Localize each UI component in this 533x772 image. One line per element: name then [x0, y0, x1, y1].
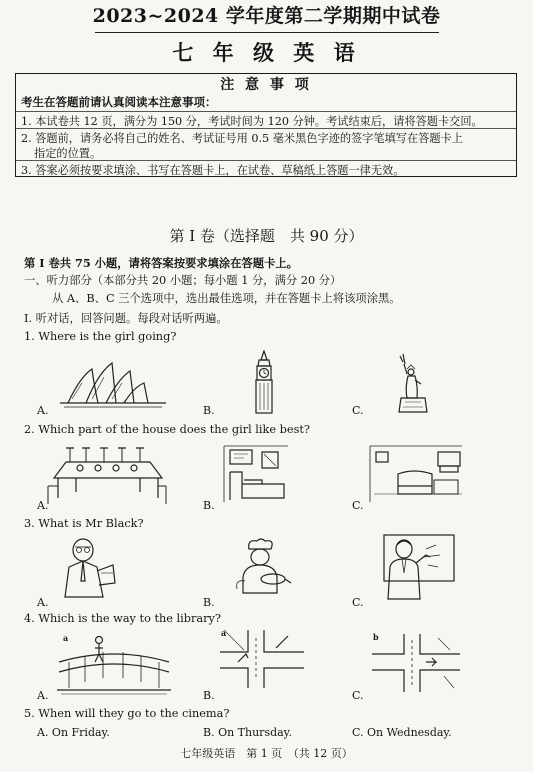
notice-item-1: 1. 本试卷共 12 页，满分为 150 分，考试时间为 120 分钟。考试结束后，请将答题卡交回。	[16, 111, 516, 128]
statue-of-liberty-icon	[393, 352, 435, 414]
question-3: 3. What is Mr Black?	[24, 517, 144, 530]
teacher-icon	[380, 533, 456, 601]
businessman-icon	[57, 537, 119, 601]
dining-room-icon	[46, 444, 168, 506]
page-footer: 七年级英语 第 1 页 （共 12 页）	[180, 747, 353, 760]
listening-part-heading: 一、听力部分（本部分共 20 小题；每小题 1 分，满分 20 分）	[24, 274, 342, 287]
opera-house-icon	[58, 355, 168, 410]
q3-option-c[interactable]: C.	[352, 596, 364, 609]
notice-intro: 考生在答题前请认真阅读本注意事项：	[21, 95, 217, 109]
map-letter: a	[63, 633, 69, 643]
map-letter: a	[221, 628, 227, 638]
living-room-icon	[368, 444, 464, 504]
q1-option-b[interactable]: B.	[203, 404, 215, 417]
map-letter: b	[373, 632, 379, 642]
bedroom-icon	[222, 444, 292, 506]
question-4: 4. Which is the way to the library?	[24, 612, 221, 625]
question-2: 2. Which part of the house does the girl like best?	[24, 423, 310, 436]
section-instruction: 第 I 卷共 75 小题，请将答案按要求填涂在答题卡上。	[24, 256, 298, 270]
q5-option-b[interactable]: B. On Thursday.	[203, 726, 292, 739]
title-underline	[95, 32, 439, 33]
q4-option-a[interactable]: A.	[37, 689, 49, 702]
q1-option-a[interactable]: A.	[37, 404, 49, 417]
q3-option-b[interactable]: B.	[203, 596, 215, 609]
q5-option-c[interactable]: C. On Wednesday.	[352, 726, 452, 739]
listening-sub-heading: I. 听对话，回答问题。每段对话听两遍。	[24, 312, 228, 325]
question-1: 1. Where is the girl going?	[24, 330, 177, 343]
q2-option-a[interactable]: A.	[37, 499, 49, 512]
cook-icon	[231, 537, 291, 597]
street-map-b-icon	[370, 632, 462, 694]
notice-item-3: 3. 答案必须按要求填涂、书写在答题卡上，在试卷、草稿纸上答题一律无效。	[16, 160, 516, 176]
question-5: 5. When will they go to the cinema?	[24, 707, 230, 720]
bridge-path-icon	[55, 632, 173, 696]
q4-option-b[interactable]: B.	[203, 689, 215, 702]
q1-option-c[interactable]: C.	[352, 404, 364, 417]
section-title: 第 I 卷（选择题 共 90 分）	[169, 227, 364, 245]
listening-part-note: 从 A、B、C 三个选项中，选出最佳选项，并在答题卡上将该项涂黑。	[52, 292, 401, 305]
exam-subject: 七 年 级 英 语	[172, 40, 361, 65]
q3-option-a[interactable]: A.	[37, 596, 49, 609]
q5-option-a[interactable]: A. On Friday.	[37, 726, 110, 739]
q2-option-b[interactable]: B.	[203, 499, 215, 512]
exam-title: 2023~2024 学年度第二学期期中试卷	[92, 5, 441, 27]
notice-item-2: 2. 答题前，请务必将自己的姓名、考试证号用 0.5 毫米黑色字迹的签字笔填写在答题卡上 指定的位置。	[16, 128, 516, 160]
notice-title: 注 意 事 项	[220, 77, 312, 93]
q2-option-c[interactable]: C.	[352, 499, 364, 512]
street-map-a-icon	[218, 628, 306, 690]
big-ben-icon	[249, 350, 279, 414]
notice-box	[15, 73, 517, 177]
q4-option-c[interactable]: C.	[352, 689, 364, 702]
